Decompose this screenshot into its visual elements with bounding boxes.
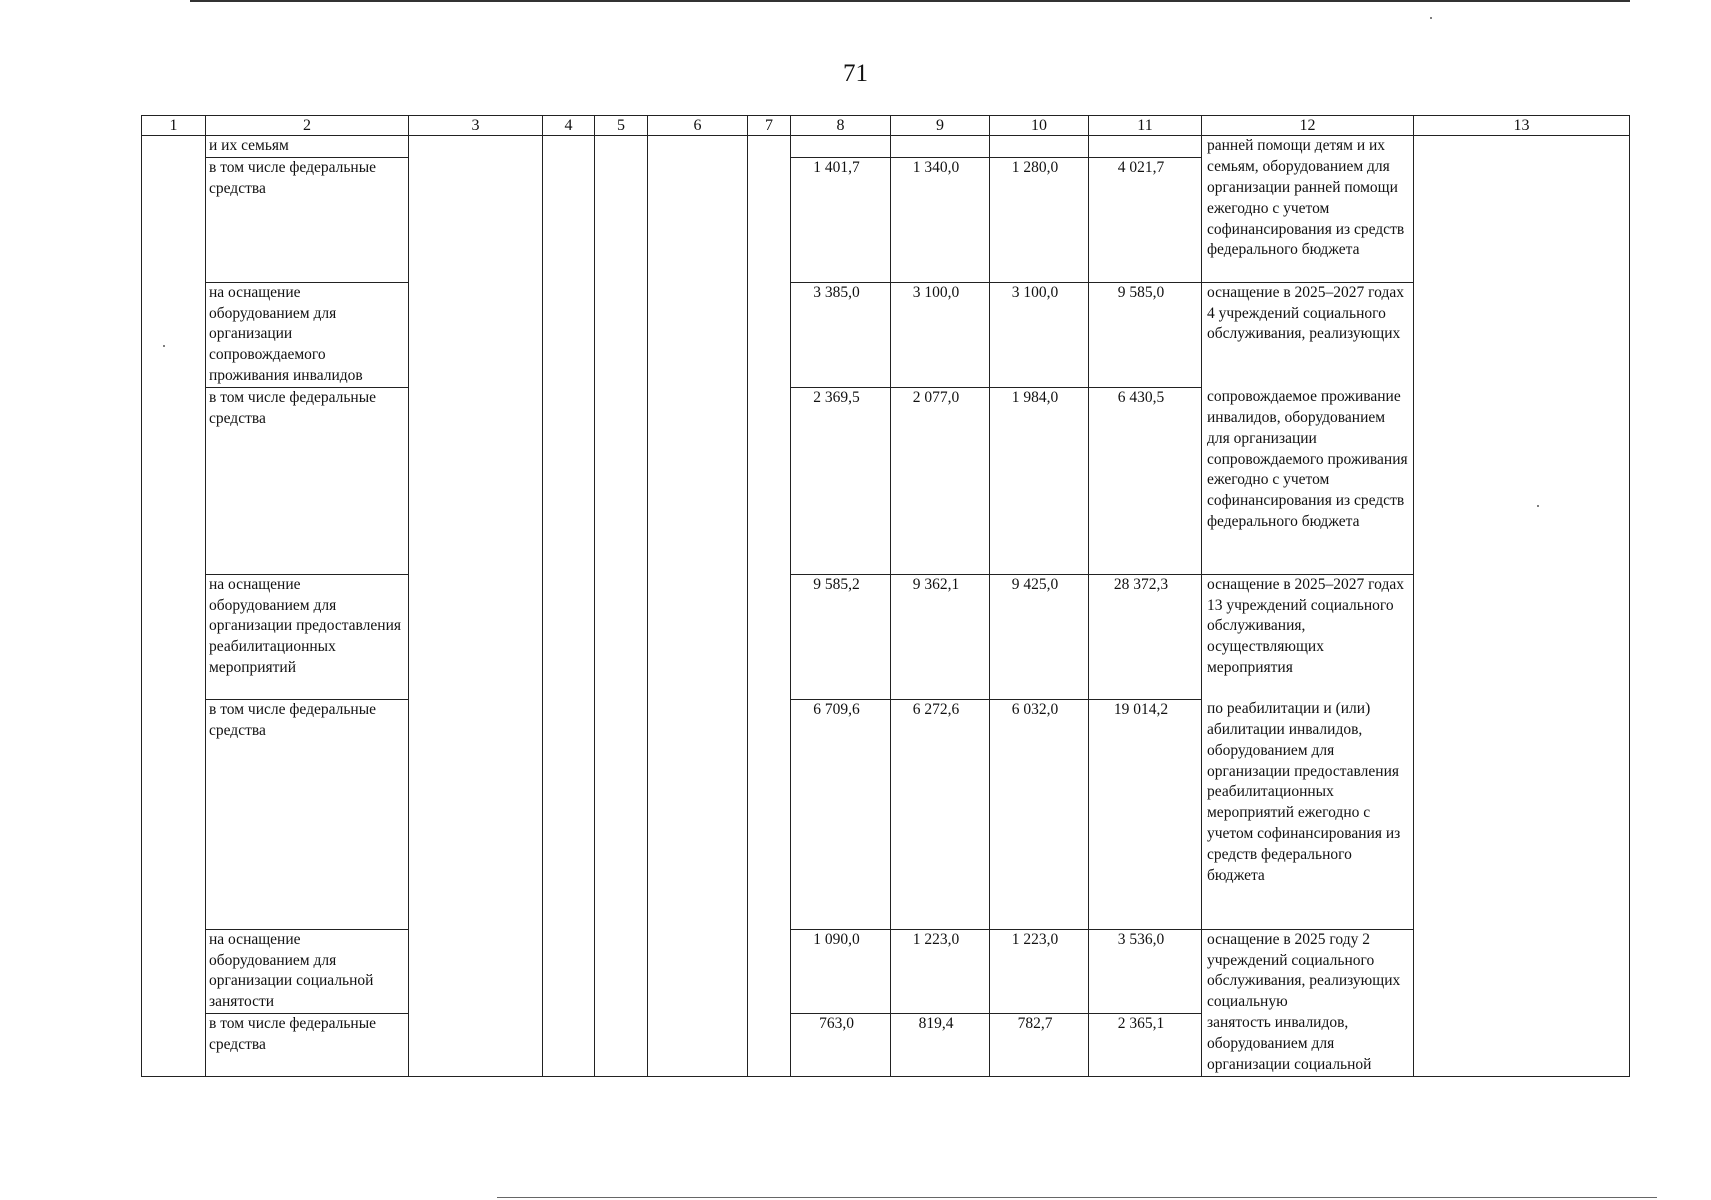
table-row xyxy=(142,699,1630,929)
value-col9: 1 340,0 xyxy=(891,157,990,282)
table-row xyxy=(142,929,1630,1013)
value-col9: 2 077,0 xyxy=(891,387,990,574)
table-row xyxy=(142,282,1630,387)
value-col9: 3 100,0 xyxy=(891,282,990,387)
value-col11: 9 585,0 xyxy=(1089,282,1202,387)
scan-top-border xyxy=(190,0,1630,2)
value-col11: 2 365,1 xyxy=(1089,1013,1202,1076)
result-text: оснащение в 2025–2027 годах 13 учреждений социального обслуживания, осуществляющих мероприятия xyxy=(1202,574,1414,699)
value-col9: 9 362,1 xyxy=(891,574,990,699)
value-col11: 4 021,7 xyxy=(1089,157,1202,282)
value-col10: 3 100,0 xyxy=(990,282,1089,387)
value-col8: 2 369,5 xyxy=(791,387,891,574)
result-text: сопровождаемое проживание инвалидов, оборудованием для организации сопровождаемого проживания ежегодно с учетом софинансирования из средств федерального бюджета xyxy=(1202,387,1414,574)
row-name: на оснащение оборудованием для организации сопровождаемого проживания инвалидов xyxy=(206,282,409,387)
row-name: в том числе федеральные средства xyxy=(206,157,409,282)
column-number: 2 xyxy=(206,116,409,136)
value-col10: 782,7 xyxy=(990,1013,1089,1076)
cell-col7 xyxy=(748,136,791,1077)
value-col9: 6 272,6 xyxy=(891,699,990,929)
value-col10 xyxy=(990,136,1089,158)
table-row xyxy=(142,387,1630,574)
column-number: 9 xyxy=(891,116,990,136)
cell-col3 xyxy=(409,136,543,1077)
row-name: в том числе федеральные средства xyxy=(206,1013,409,1076)
value-col8: 9 585,2 xyxy=(791,574,891,699)
table-row xyxy=(142,157,1630,282)
value-col10: 1 223,0 xyxy=(990,929,1089,1013)
row-name: и их семьям xyxy=(206,136,409,158)
table-row xyxy=(142,574,1630,699)
cell-col13 xyxy=(1414,136,1630,1077)
table-row xyxy=(142,1013,1630,1076)
value-col10: 1 280,0 xyxy=(990,157,1089,282)
value-col9: 1 223,0 xyxy=(891,929,990,1013)
result-text: занятость инвалидов, оборудованием для организации социальной xyxy=(1202,1013,1414,1076)
column-number: 4 xyxy=(543,116,595,136)
value-col11: 28 372,3 xyxy=(1089,574,1202,699)
value-col8: 1 090,0 xyxy=(791,929,891,1013)
value-col9 xyxy=(891,136,990,158)
row-name: на оснащение оборудованием для организации предоставления реабилитационных мероприятий xyxy=(206,574,409,699)
cell-col5 xyxy=(595,136,648,1077)
row-name: на оснащение оборудованием для организации социальной занятости xyxy=(206,929,409,1013)
column-number: 13 xyxy=(1414,116,1630,136)
row-name: в том числе федеральные средства xyxy=(206,387,409,574)
cell-col1 xyxy=(142,136,206,1077)
column-number: 1 xyxy=(142,116,206,136)
column-number: 7 xyxy=(748,116,791,136)
value-col8: 6 709,6 xyxy=(791,699,891,929)
page-number: 71 xyxy=(843,60,868,87)
column-number: 6 xyxy=(648,116,748,136)
column-number: 10 xyxy=(990,116,1089,136)
result-text: по реабилитации и (или) абилитации инвалидов, оборудованием для организации предоставления реабилитационных мероприятий ежегодно с учетом софинансирования из средств федерального бюджета xyxy=(1202,699,1414,929)
value-col11: 19 014,2 xyxy=(1089,699,1202,929)
value-col10: 1 984,0 xyxy=(990,387,1089,574)
result-text: ранней помощи детям и их xyxy=(1202,136,1414,158)
value-col11: 3 536,0 xyxy=(1089,929,1202,1013)
column-number: 3 xyxy=(409,116,543,136)
result-text: оснащение в 2025–2027 годах 4 учреждений социального обслуживания, реализующих xyxy=(1202,282,1414,387)
column-number: 11 xyxy=(1089,116,1202,136)
value-col8: 3 385,0 xyxy=(791,282,891,387)
column-number: 5 xyxy=(595,116,648,136)
result-text: семьям, оборудованием для организации ранней помощи ежегодно с учетом софинансирования из средств федерального бюджета xyxy=(1202,157,1414,282)
scan-speck xyxy=(1430,17,1432,19)
column-number: 8 xyxy=(791,116,891,136)
table-row xyxy=(142,136,1630,158)
value-col8: 763,0 xyxy=(791,1013,891,1076)
value-col10: 9 425,0 xyxy=(990,574,1089,699)
program-table xyxy=(141,115,1630,1077)
value-col11 xyxy=(1089,136,1202,158)
cell-col6 xyxy=(648,136,748,1077)
cell-col4 xyxy=(543,136,595,1077)
scan-bottom-border xyxy=(497,1197,1657,1198)
row-name: в том числе федеральные средства xyxy=(206,699,409,929)
column-number-row xyxy=(142,116,1630,136)
value-col9: 819,4 xyxy=(891,1013,990,1076)
value-col10: 6 032,0 xyxy=(990,699,1089,929)
value-col8: 1 401,7 xyxy=(791,157,891,282)
result-text: оснащение в 2025 году 2 учреждений социального обслуживания, реализующих социальную xyxy=(1202,929,1414,1013)
column-number: 12 xyxy=(1202,116,1414,136)
value-col8 xyxy=(791,136,891,158)
value-col11: 6 430,5 xyxy=(1089,387,1202,574)
